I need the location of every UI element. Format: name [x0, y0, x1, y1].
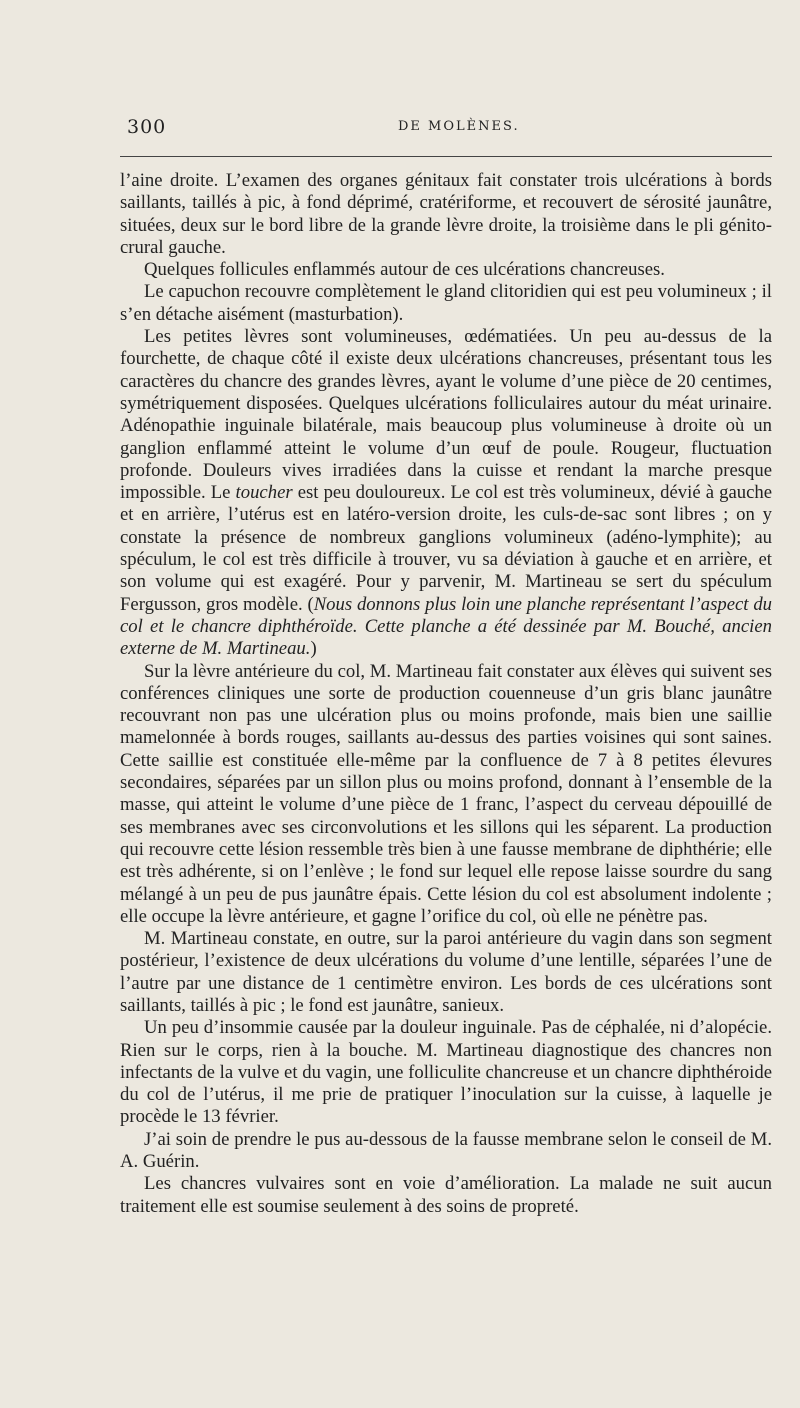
paragraph: Un peu d’insommie causée par la douleur inguinale. Pas de céphalée, ni d’alopécie. Rien sur le corps, rien à la bouche. M. Martineau diagnostique des chancres non infectants de la vulve et du vagin, une folliculite chancreuse et un chancre diphthéroide du col de l’utérus, il me prie de pratiquer l’inoculation sur la cuisse, à laquelle je procède le 13 février. — [120, 1017, 772, 1128]
italic-run: Nous donnons plus loin une planche représentant l’aspect du col et le chancre diphthéroïde. Cette planche a été dessinée par M. Bouché, ancien externe de M. Martineau. — [120, 593, 773, 660]
page-header — [120, 116, 770, 142]
paragraph: l’aine droite. L’examen des organes génitaux fait constater trois ulcérations à bords saillants, taillés à pic, à fond déprimé, cratériforme, et recouvert de sérosité jaunâtre, situées, deux sur le bord libre de la grande lèvre droite, la troisième dans le pli génito-crural gauche. — [120, 170, 772, 258]
paragraph: J’ai soin de prendre le pus au-dessous de la fausse membrane selon le conseil de M. A. Guérin. — [120, 1128, 772, 1173]
running-head: DE MOLÈNES. — [398, 119, 520, 134]
paragraph — [120, 326, 772, 660]
italic-run: toucher — [235, 482, 293, 504]
text-run: est peu douloureux. Le col est très volumineux, dévié à gauche et en arrière, l’utérus est en latéro-version droite, les culs-de-sac sont libres ; on y constate la présence de nombreux ganglions volumineux (adéno-lymphite); au spéculum, le col est très difficile à trouver, vu sa déviation à gauche et en arrière, et son volume qui est exagéré. Pour y parvenir, M. Martineau se sert du spéculum Fergusson, gros modèle. ( — [120, 482, 773, 615]
text-run: ) — [310, 638, 317, 660]
body-text — [120, 170, 772, 1218]
paragraph: Quelques follicules enflammés autour de ces ulcérations chancreuses. — [144, 259, 665, 281]
paragraph: Les chancres vulvaires sont en voie d’amélioration. La malade ne suit aucun traitement elle est soumise seulement à des soins de propreté. — [120, 1173, 772, 1217]
header-rule — [120, 156, 772, 157]
page-number: 300 — [127, 116, 167, 138]
text-run: Les petites lèvres sont volumineuses, œdématiées. Un peu au-dessus de la fourchette, de chaque côté il existe deux ulcérations chancreuses, présentant tous les caractères du chancre des grandes lèvres, ayant le volume d’une pièce de 20 centimes, symétriquement disposées. Quelques ulcérations folliculaires autour du méat urinaire. Adénopathie inguinale bilatérale, mais beaucoup plus volumineuse à droite où un ganglion enflammé atteint le volume d’un œuf de poule. Rougeur, fluctuation profonde. Douleurs vives irradiées dans la cuisse et rendant la marche presque impossible. Le — [120, 326, 772, 504]
paragraph: Sur la lèvre antérieure du col, M. Martineau fait constater aux élèves qui suivent ses conférences cliniques une sorte de production couenneuse d’un gris blanc jaunâtre recouvrant non pas une ulcération plus ou moins profonde, mais bien une saillie mamelonnée à bords rouges, saillants au-dessus des parties voisines qui sont saines. Cette saillie est constituée elle-même par la confluence de 7 à 8 petites élevures secondaires, séparées par un sillon plus ou moins profond, donnant à l’ensemble de la masse, qui atteint le volume d’une pièce de 1 franc, l’aspect du cerveau dépouillé de ses membranes avec ses circonvolutions et les sillons qui les séparent. La production qui recouvre cette lésion ressemble très bien à une fausse membrane de diphthérie; elle est très adhérente, si on l’enlève ; le fond sur lequel elle repose laisse sourdre du sang mélangé à un peu de pus jaunâtre épais. Cette lésion du col est absolument indolente ; elle occupe la lèvre antérieure, et gagne l’orifice du col, où elle ne pénètre pas. — [120, 660, 772, 927]
paragraph: M. Martineau constate, en outre, sur la paroi antérieure du vagin dans son segment postérieur, l’existence de deux ulcérations du volume d’une lentille, séparées l’une de l’autre par une distance de 1 centimètre environ. Les bords de ces ulcérations sont saillants, taillés à pic ; le fond est jaunâtre, sanieux. — [120, 928, 772, 1016]
paragraph: Le capuchon recouvre complètement le gland clitoridien qui est peu volumineux ; il s’en détache aisément (masturbation). — [120, 281, 772, 325]
